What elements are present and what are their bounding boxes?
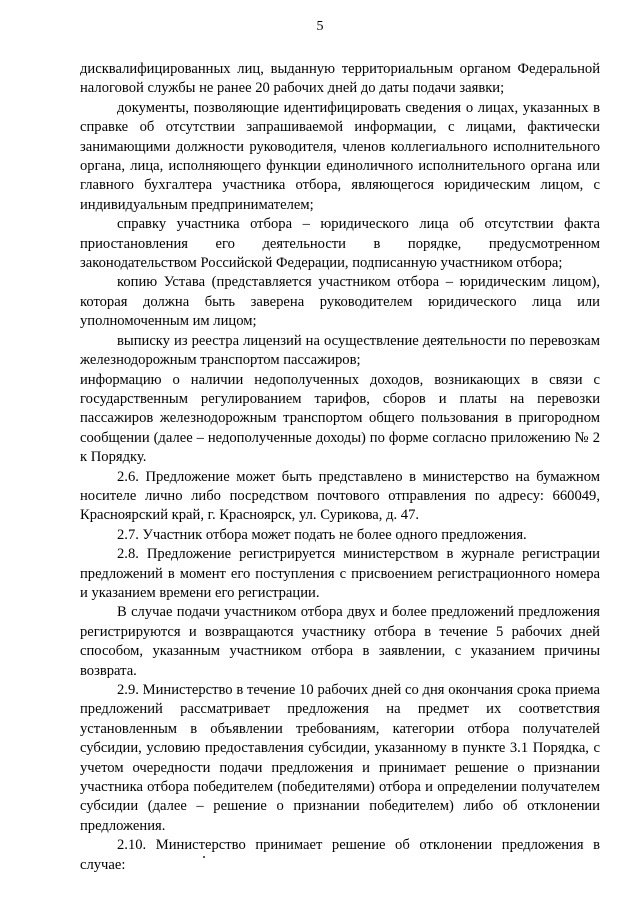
document-body — [80, 60, 600, 875]
scan-speck — [203, 856, 205, 858]
paragraph-multiple-proposals: В случае подачи участником отбора двух и более предложений предложения регистрируются и возвращаются участнику отбора в течение 5 рабочих дней способом, указанным участником отбора в заявлении, с указанием причины возврата. — [80, 604, 600, 679]
paragraph-lost-income-information: информацию о наличии недополученных доходов, возникающих в связи с государственным регулированием тарифов, сборов и платы на перевозки пассажиров железнодорожным транспортом общего пользования в пригородном сообщении (далее – недополученные доходы) по форме согласно приложению № 2 к Порядку. — [80, 371, 600, 466]
paragraph-license-registry-extract: выписку из реестра лицензий на осуществление деятельности по перевозкам железнодорожным транспортом пассажиров; — [80, 332, 600, 369]
paragraph-identification-documents: документы, позволяющие идентифицировать сведения о лицах, указанных в справке об отсутствии запрашиваемой информации, с лицами, фактически занимающими должности руководителя, членов коллегиального исполнительного органа, лица, исполняющего функции единоличного исполнительного органа или главного бухгалтера участника отбора, являющегося юридическим лицом, с индивидуальным предпринимателем; — [80, 99, 600, 213]
paragraph-disqualified-persons: дисквалифицированных лиц, выданную территориальным органом Федеральной налоговой службы не ранее 20 рабочих дней до даты подачи заявки; — [80, 61, 600, 97]
paragraph-2-8: 2.8. Предложение регистрируется министерством в журнале регистрации предложений в момент его поступления с присвоением регистрационного номера и указанием времени его регистрации. — [80, 546, 600, 601]
paragraph-2-6: 2.6. Предложение может быть представлено в министерство на бумажном носителе лично либо посредством почтового отправления по адресу: 660049, Красноярский край, г. Красноярск, ул. Сурикова, д. 47. — [80, 468, 600, 524]
paragraph-2-9: 2.9. Министерство в течение 10 рабочих дней со дня окончания срока приема предложений рассматривает предложения на предмет их соответствия установленным в объявлении требованиям, категории отбора получателей субсидии, условию предоставления субсидии, указанному в пункте 3.1 Порядка, с учетом очередности подачи предложения и принимает решение о признании участника отбора победителем (победителями) отбора и определении получателем субсидии (далее – решение о признании победителем) либо об отклонении предложения. — [80, 682, 600, 834]
paragraph-activity-suspension-certificate: справку участника отбора – юридического лица об отсутствии факта приостановления его деятельности в порядке, предусмотренном законодательством Российской Федерации, подписанную участником отбора; — [80, 216, 600, 272]
paragraph-2-10: 2.10. Министерство принимает решение об отклонении предложения в случае: — [80, 837, 600, 873]
page-number: 5 — [316, 19, 324, 34]
paragraph-charter-copy: копию Устава (представляется участником отбора – юридическим лицом), которая должна быть заверена руководителем юридического лица или уполномоченным им лицом; — [80, 274, 600, 330]
paragraph-2-7: 2.7. Участник отбора может подать не более одного предложения. — [117, 526, 527, 543]
